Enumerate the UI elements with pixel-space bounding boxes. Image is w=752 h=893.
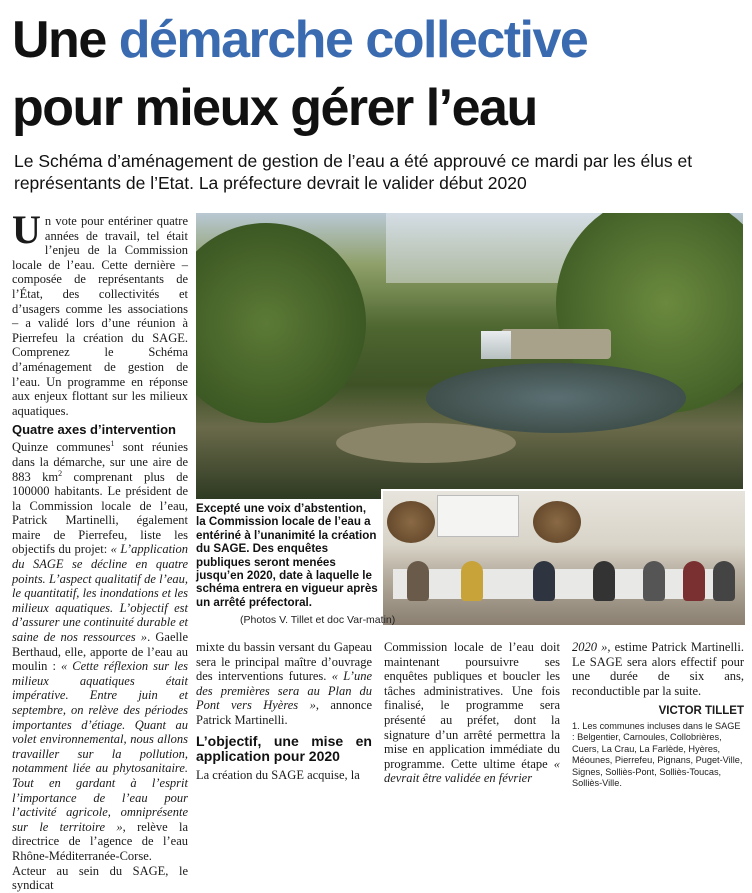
- subhead-quatre-axes: Quatre axes d’intervention: [12, 422, 176, 438]
- article-column-4: [572, 640, 744, 789]
- quote-2020: 2020 »: [572, 640, 608, 654]
- photo-projection-screen: [437, 495, 519, 537]
- text-span: Commission locale de l’eau doit maintenant poursuivre ses enquêtes publiques et boucler les tâches administratives. Une fois finalisé, le programme sera présenté au préfet, dont la signature d’un arrêté permettra la mise en application immédiate du programme. Cette ultime étape: [384, 640, 560, 771]
- quote-plan-du-pont: « L’une des premières sera au Plan du Pont vers Hyères »: [196, 669, 373, 713]
- headline-line-1: [12, 11, 588, 69]
- quote-berthaud: « Cette réflexion sur les milieux aquatiques était impérative. Entre juin et septembre, on relève des périodes importantes d’étiage. Quant au volet environnemental, nous allons travailler sur la pollution, notamment liée au phytosanitaire. Tout en gardant à l’esprit l’importance de l’eau pour l’activité agricole, omniprésente sur le territoire »: [12, 659, 188, 834]
- meeting-photo: [381, 489, 747, 627]
- photo-person: [593, 561, 615, 601]
- text-span: , annonce Patrick Martinelli.: [196, 698, 372, 727]
- text-span: mixte du bassin versant du Gapeau sera le principal maître d’ouvrage des interventions futures.: [196, 640, 372, 684]
- chapo: Le Schéma d’aménagement de gestion de l’eau a été approuvé ce mardi par les élus et représentants de l’Etat. La préfecture devrait le valider début 2020: [14, 151, 693, 193]
- photo-person: [407, 561, 429, 601]
- quote-fevrier: « devrait être validée en février: [384, 756, 560, 786]
- photo-person: [713, 561, 735, 601]
- text-span: Quinze communes: [12, 440, 111, 455]
- drop-cap: U: [12, 207, 41, 252]
- photo-waterfall: [481, 331, 511, 359]
- photo-person: [461, 561, 483, 601]
- photo-weir: [501, 329, 611, 359]
- paragraph-syndicat: [196, 640, 372, 728]
- photo-person: [533, 561, 555, 601]
- paragraph-acteur: Acteur au sein du SAGE, le syndicat: [12, 863, 188, 893]
- photo-table: [393, 569, 733, 599]
- text-span: . Gaelle Berthaud, elle, apporte de l’eau au moulin :: [12, 630, 188, 674]
- paragraph-commission: [384, 640, 560, 786]
- headline-blue-text: démarche collective: [118, 11, 588, 69]
- paragraph-communes: [12, 440, 188, 863]
- river-photo: [196, 213, 743, 499]
- article-column-3: [384, 640, 560, 786]
- footnote-ref: 1: [110, 439, 115, 449]
- photo-barrel: [387, 501, 435, 543]
- paragraph-creation: La création du SAGE acquise, la: [196, 767, 360, 782]
- headline-prefix: Une: [12, 11, 119, 69]
- subhead-objectif: L’objectif, une mise en application pour 2020: [196, 732, 372, 764]
- text-span: comprenant plus de 100000 habitants. Le président de la Commission locale de l’eau, Patrick Martinelli, également maire de Pierrefeu, liste les objectifs du projet:: [12, 469, 188, 557]
- headline-line-2: pour mieux gérer l’eau: [12, 79, 537, 137]
- paragraph-conclusion: [572, 640, 744, 698]
- intro-text: n vote pour entériner quatre années de travail, tel était l’enjeu de la Commission locale de l’eau. Cette dernière – composée de représentants de l’État, des collectivités et d’usagers comme les associations – a validé lors d’une réunion à Pierrefeu la création du SAGE. Comprenez le Schéma d’aménagement de gestion de l’eau. Un programme en réponse aux enjeux flottant sur les milieux aquatiques.: [12, 214, 188, 418]
- quote-martinelli: « L’application du SAGE se décline en quatre points. L’aspect qualitatif de l’eau, le quantitatif, les inondations et les milieux aquatiques. L’objectif est d’assurer une continuité durable et saine de nos ressources »: [12, 542, 189, 645]
- intro-paragraph: [12, 207, 188, 418]
- photo-pool: [426, 363, 686, 433]
- author-signature: VICTOR TILLET: [658, 705, 744, 718]
- photo-barrel: [533, 501, 581, 543]
- text-span: sont réunies dans la démarche, sur une aire de 883 km: [12, 440, 188, 484]
- photo-credit: (Photos V. Tillet et doc Var-matin): [240, 614, 396, 626]
- photo-tree: [196, 223, 366, 423]
- photo-person: [683, 561, 705, 601]
- photo-caption: Excepté une voix d’abstention, la Commission locale de l’eau a entériné à l’unanimité la création du SAGE. Des enquêtes publiques seront menées jusqu’en 2020, date à laquelle le schéma entrera en vigueur après un arrêté préfectoral.: [196, 502, 378, 609]
- article-column-1: [12, 207, 189, 893]
- photo-person: [643, 561, 665, 601]
- photo-rock: [336, 423, 516, 463]
- article-column-2: [196, 640, 372, 782]
- text-span: , estime Patrick Martinelli. Le SAGE sera alors effectif pour une durée de six ans, reconductible par la suite.: [572, 640, 745, 698]
- text-span: , relève la directrice de l’agence de l’eau Rhône-Méditerranée-Corse.: [12, 819, 188, 863]
- footnote: 1. Les communes incluses dans le SAGE : Belgentier, Carnoules, Collobrières, Cuers, La Crau, La Farlède, Hyères, Méounes, Pierrefeu, Pignans, Puget-Ville, Signes, Solliès-Pont, Solliès-Toucas, Solliès-Ville.: [572, 720, 743, 788]
- superscript: 2: [58, 468, 63, 478]
